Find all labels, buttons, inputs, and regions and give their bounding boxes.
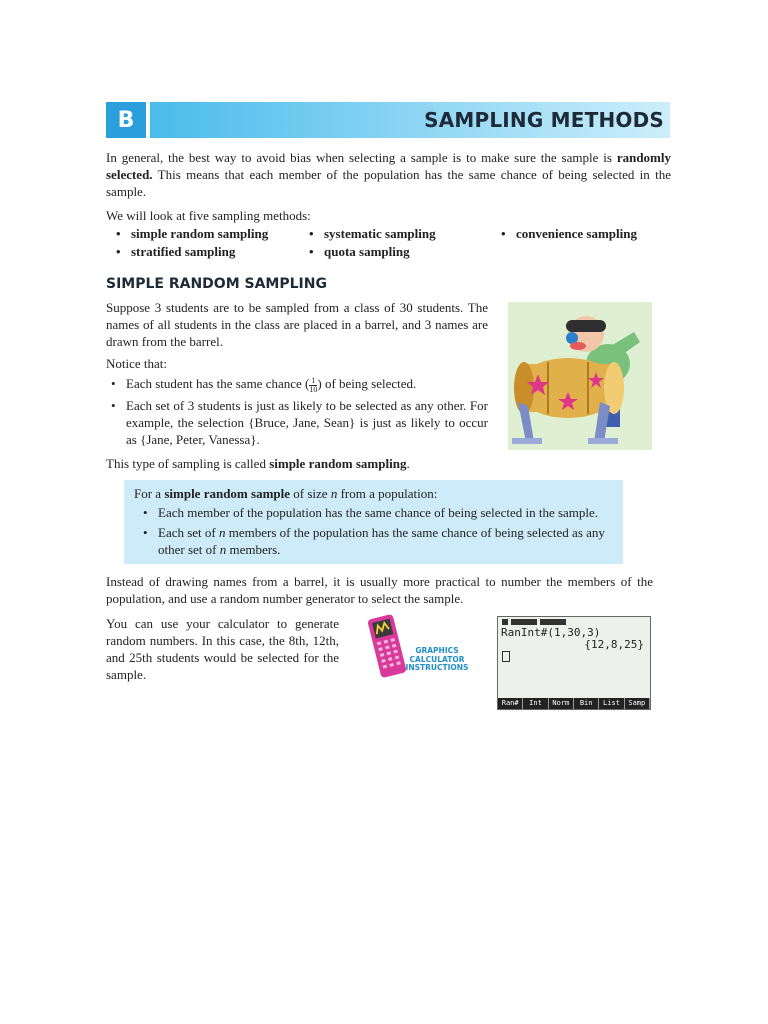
- softkey[interactable]: Ran#: [498, 698, 523, 709]
- calculator-icon[interactable]: [368, 614, 406, 678]
- method-item: • quota sampling: [324, 243, 410, 260]
- method-item: • systematic sampling: [324, 225, 436, 242]
- softkey[interactable]: Norm: [549, 698, 574, 709]
- calculator-softkeys: [498, 698, 650, 709]
- calculator-status-bar: [502, 619, 566, 625]
- srs-paragraph: Suppose 3 students are to be sampled from a class of 30 students. The names of all students in the class are placed in a barrel, and 3 names are drawn from the barrel.: [106, 300, 488, 349]
- calculator-note: You can use your calculator to generate random numbers. In this case, the 8th, 12th, and 25th students would be selected for the sample.: [106, 616, 339, 682]
- softkey[interactable]: Samp: [625, 698, 650, 709]
- calculator-result-line: {12,8,25}: [584, 638, 644, 651]
- barrel-illustration: [508, 302, 652, 450]
- subsection-heading: SIMPLE RANDOM SAMPLING: [106, 276, 327, 292]
- softkey[interactable]: Int: [523, 698, 548, 709]
- method-item: • convenience sampling: [516, 225, 637, 242]
- srs-conclusion: This type of sampling is called simple random sampling.: [106, 456, 410, 471]
- srs-bullet-2: • Each set of 3 students is just as likely to be selected as any other. For example, the selection {Bruce, Jane, Sean} is just as likely to occur as {Jane, Peter, Vanessa}.: [126, 397, 488, 448]
- softkey[interactable]: List: [599, 698, 624, 709]
- practical-paragraph: Instead of drawing names from a barrel, it is usually more practical to number the members of the population, and use a random number generator to select the sample.: [106, 574, 653, 606]
- intro-paragraph: In general, the best way to avoid bias when selecting a sample is to make sure the sample is randomly selected. This means that each member of the population has the same chance of being selected in the sample.: [106, 150, 671, 199]
- definition-item-2: • Each set of n members of the population has the same chance of being selected as any other set of n members.: [158, 524, 616, 558]
- intro-lead: We will look at five sampling methods:: [106, 208, 311, 223]
- section-letter: B: [106, 102, 150, 138]
- method-item: • simple random sampling: [131, 225, 268, 242]
- definition-item-1: • Each member of the population has the same chance of being selected in the sample.: [158, 504, 616, 521]
- method-item: • stratified sampling: [131, 243, 235, 260]
- notice-text: Notice that:: [106, 356, 168, 371]
- calculator-input-line: RanInt#(1,30,3): [501, 626, 601, 639]
- calculator-screen: [497, 616, 651, 710]
- section-title: SAMPLING METHODS: [424, 108, 664, 132]
- definition-lead: For a simple random sample of size n from a population:: [134, 486, 438, 501]
- calculator-cursor: [502, 651, 510, 662]
- softkey[interactable]: Bin: [574, 698, 599, 709]
- srs-bullet-1: • Each student has the same chance ( $\frac{1}{10}$ ) of being selected.: [126, 375, 488, 394]
- graphics-calculator-instructions-link[interactable]: GRAPHICS CALCULATOR INSTRUCTIONS: [405, 646, 469, 672]
